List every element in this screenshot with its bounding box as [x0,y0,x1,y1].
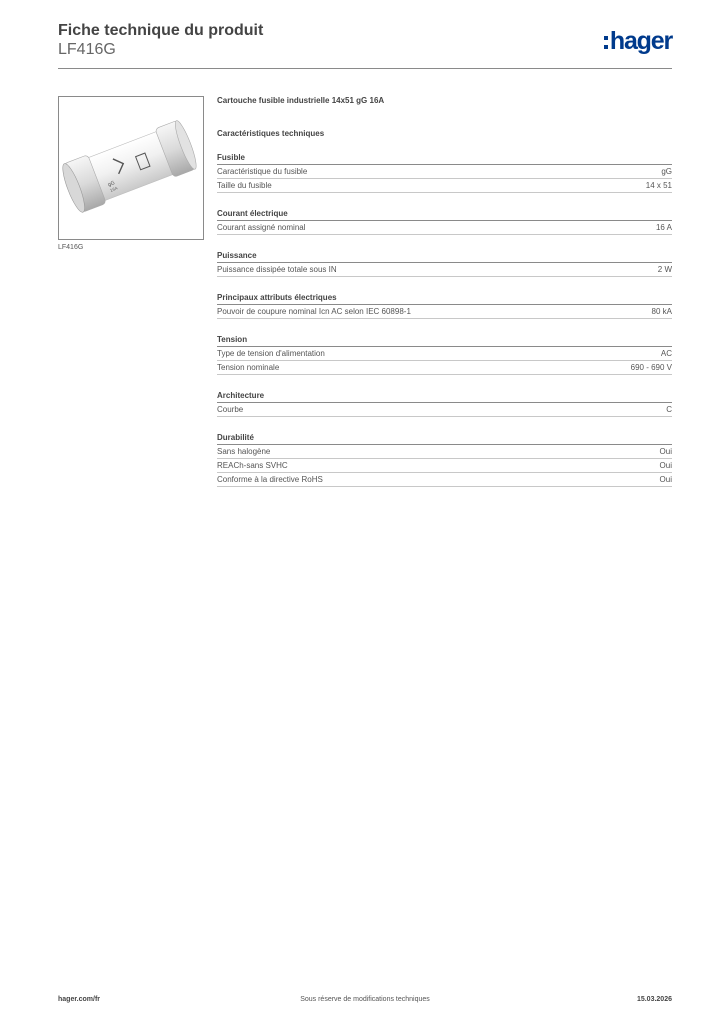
spec-value: Oui [659,447,672,456]
section-title: Durabilité [217,433,672,445]
spec-row [217,403,672,417]
section-puissance [217,251,672,277]
spec-row [217,165,672,179]
spec-row [217,305,672,319]
spec-label: REACh-sans SVHC [217,461,288,470]
logo-text: hager [609,27,672,55]
spec-value: 14 x 51 [645,181,672,190]
spec-row [217,445,672,459]
product-code: LF416G [58,41,116,58]
spec-value: AC [660,349,672,358]
spec-label: Puissance dissipée totale sous IN [217,265,337,274]
spec-content [217,96,672,487]
product-description: Cartouche fusible industrielle 14x51 gG 16A [217,96,385,105]
section-title: Tension [217,335,672,347]
spec-value: 80 kA [651,307,672,316]
footer-url-link[interactable]: hager.com/fr [58,996,101,1003]
section-architecture [217,391,672,417]
section-title: Principaux attributs électriques [217,293,672,305]
section-fusible [217,153,672,193]
spec-label: Type de tension d'alimentation [217,349,325,358]
section-title: Courant électrique [217,209,672,221]
spec-row [217,361,672,375]
spec-row [217,263,672,277]
product-image [58,96,204,240]
document-title: Fiche technique du produit [58,22,264,39]
spec-label: Sans halogène [217,447,271,456]
section-durabilite [217,433,672,487]
document-footer [58,996,672,1010]
spec-label: Caractéristique du fusible [217,167,308,176]
spec-label: Tension nominale [217,363,280,372]
spec-label: Conforme à la directive RoHS [217,475,323,484]
spec-label: Courbe [217,405,244,414]
spec-value: 2 W [657,265,672,274]
spec-value: Oui [659,461,672,470]
spec-row [217,459,672,473]
section-courant [217,209,672,235]
hager-logo [604,27,672,57]
document-header [58,21,672,69]
spec-sections [217,153,672,487]
svg-text:16A: 16A [109,185,119,193]
tech-heading: Caractéristiques techniques [217,129,325,138]
spec-value: gG [661,167,672,176]
logo-dots-icon [604,36,608,49]
spec-row [217,347,672,361]
spec-value: 690 - 690 V [630,363,672,372]
spec-value: 16 A [655,223,672,232]
fuse-cartridge-image [59,97,203,239]
section-title: Puissance [217,251,672,263]
footer-note: Sous réserve de modifications techniques [300,996,430,1003]
spec-label: Taille du fusible [217,181,272,190]
section-tension [217,335,672,375]
svg-text:gG: gG [107,180,116,189]
spec-value: Oui [659,475,672,484]
section-title: Fusible [217,153,672,165]
spec-label: Pouvoir de coupure nominal Icn AC selon IEC 60898-1 [217,307,411,316]
spec-value: C [666,405,672,414]
spec-row [217,221,672,235]
spec-row [217,179,672,193]
spec-label: Courant assigné nominal [217,223,306,232]
section-title: Architecture [217,391,672,403]
spec-row [217,473,672,487]
section-attributs [217,293,672,319]
footer-date: 15.03.2026 [636,996,672,1003]
image-caption: LF416G [58,244,84,251]
